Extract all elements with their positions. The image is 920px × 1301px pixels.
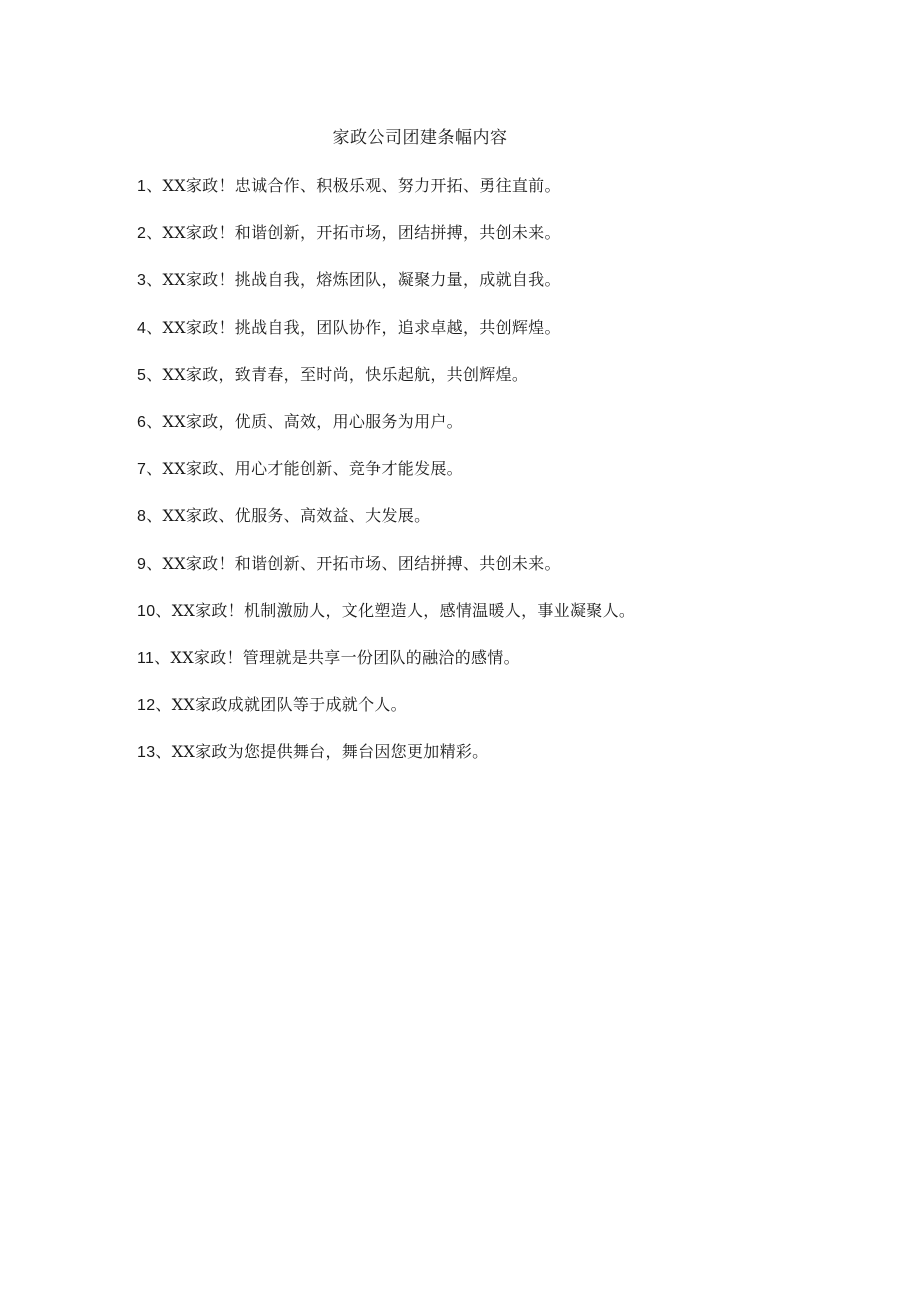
- list-item: [137, 550, 877, 597]
- item-number: 10、: [137, 602, 172, 620]
- list-item: [137, 644, 877, 691]
- item-number: 13、: [137, 744, 172, 762]
- item-number: 9、: [137, 555, 163, 573]
- item-text: XX家政！管理就是共享一份团队的融洽的感情。: [170, 647, 520, 667]
- list-item: [137, 266, 877, 313]
- document-title: 家政公司团建条幅内容: [332, 128, 508, 148]
- list-item: [137, 738, 877, 785]
- item-text: XX家政成就团队等于成就个人。: [171, 695, 407, 715]
- item-text: XX家政！和谐创新、开拓市场、团结拼搏、共创未来。: [162, 553, 561, 573]
- item-text: XX家政、优服务、高效益、大发展。: [162, 506, 431, 526]
- item-number: 6、: [137, 413, 163, 431]
- list-item: [137, 219, 877, 266]
- item-number: 2、: [137, 225, 163, 243]
- item-text: XX家政，优质、高效，用心服务为用户。: [162, 411, 463, 431]
- list-item: [137, 691, 877, 738]
- list-item: [137, 597, 877, 644]
- list-item: [137, 361, 877, 408]
- item-text: XX家政！挑战自我，团队协作，追求卓越，共创辉煌。: [162, 317, 561, 337]
- list-item: [137, 408, 877, 455]
- item-text: XX家政为您提供舞台，舞台因您更加精彩。: [171, 742, 489, 762]
- list-item: [137, 455, 877, 502]
- item-number: 3、: [137, 272, 163, 290]
- item-text: XX家政！机制激励人，文化塑造人，感情温暖人，事业凝聚人。: [171, 600, 636, 620]
- item-text: XX家政、用心才能创新、竞争才能发展。: [162, 459, 463, 479]
- item-number: 5、: [137, 366, 163, 384]
- item-number: 11、: [137, 649, 171, 667]
- slogan-list: [137, 172, 877, 785]
- item-text: XX家政！忠诚合作、积极乐观、努力开拓、勇往直前。: [162, 176, 561, 195]
- item-number: 1、: [137, 178, 163, 195]
- item-text: XX家政！和谐创新，开拓市场，团结拼搏，共创未来。: [162, 223, 561, 243]
- item-number: 12、: [137, 697, 172, 715]
- item-text: XX家政，致青春，至时尚，快乐起航，共创辉煌。: [162, 364, 529, 384]
- list-item: [137, 502, 877, 549]
- list-item: [137, 172, 877, 219]
- item-number: 8、: [137, 508, 163, 526]
- item-number: 4、: [137, 319, 163, 337]
- list-item: [137, 314, 877, 361]
- item-text: XX家政！挑战自我，熔炼团队，凝聚力量，成就自我。: [162, 270, 561, 290]
- item-number: 7、: [137, 461, 163, 479]
